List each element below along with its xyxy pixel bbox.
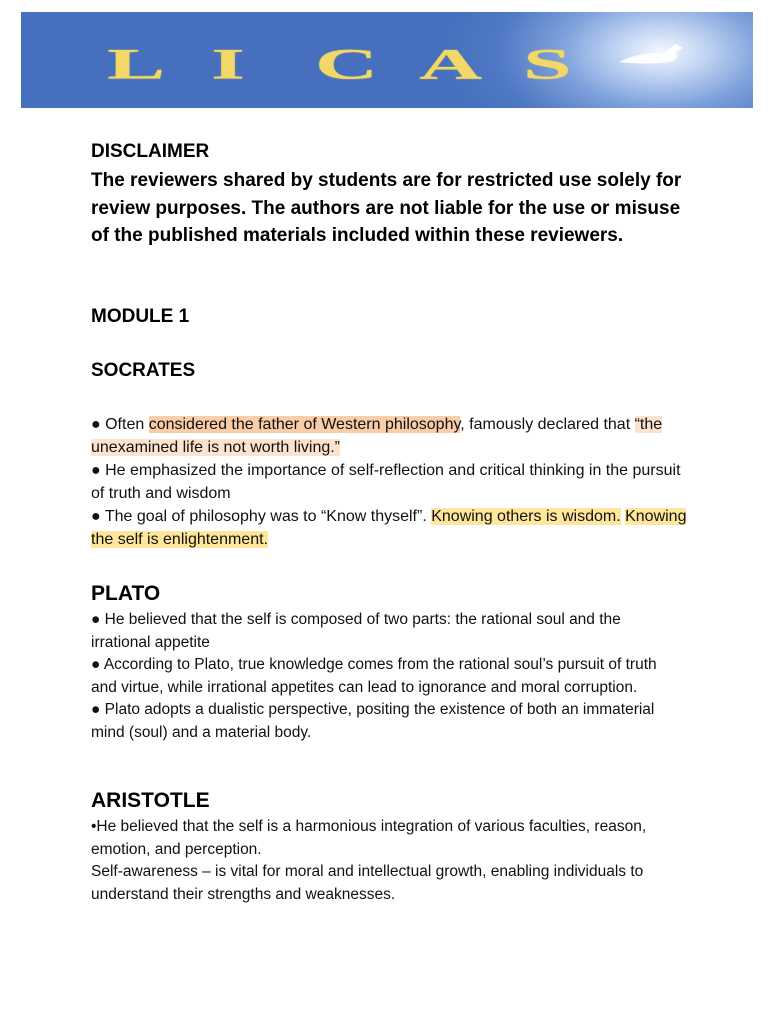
socrates-bullet-3 — [91, 505, 691, 551]
logo-letter: S — [523, 39, 572, 88]
logo-letter: L — [107, 39, 166, 88]
aristotle-bullet-2: Self-awareness – is vital for moral and intellectual growth, enabling individuals to understand their strengths and weaknesses. — [91, 863, 644, 903]
plato-bullet-3: ● Plato adopts a dualistic perspective, positing the existence of both an immaterial mind (soul) and a material body. — [91, 701, 655, 741]
socrates-bullet-1 — [91, 413, 691, 459]
logo-letter: I — [211, 39, 246, 88]
socrates-heading: SOCRATES — [91, 360, 196, 381]
text-run: , famously declared that — [460, 416, 635, 433]
aristotle-bullet-1: •He believed that the self is a harmonious integration of various faculties, reason, emotion, and perception. — [91, 818, 647, 858]
logo-letter: C — [315, 39, 379, 88]
plato-bullet-2: ● According to Plato, true knowledge comes from the rational soul’s pursuit of truth and virtue, while irrational appetites can lead to ignorance and moral corruption. — [91, 656, 657, 696]
highlight: Knowing the self is enlightenment. — [91, 508, 687, 548]
licas-logo — [107, 40, 627, 88]
module-title: MODULE 1 — [91, 306, 190, 327]
plato-bullet-1: ● He believed that the self is composed of two parts: the rational soul and the irrational appetite — [91, 611, 621, 651]
aristotle-bullets — [91, 816, 691, 906]
bird-icon — [617, 40, 687, 70]
text-run: ● The goal of philosophy was to “Know thyself”. — [91, 508, 432, 525]
highlight: considered the father of Western philosophy — [148, 416, 461, 433]
disclaimer-body: The reviewers shared by students are for restricted use solely for review purposes. The authors are not liable for the use or misuse of the published materials included within these reviewers. — [91, 170, 682, 246]
socrates-bullets — [91, 413, 691, 551]
highlight: Knowing others is wisdom. — [431, 508, 621, 525]
aristotle-heading: ARISTOTLE — [91, 789, 210, 812]
socrates-bullet-2: ● He emphasized the importance of self-reflection and critical thinking in the pursuit of truth and wisdom — [91, 462, 681, 502]
highlight: “the unexamined life is not worth living.” — [91, 416, 663, 456]
header-banner — [21, 12, 753, 108]
plato-bullets — [91, 609, 681, 744]
logo-letter: A — [419, 39, 483, 88]
text-run: ● Often — [91, 416, 149, 433]
plato-heading: PLATO — [91, 582, 161, 605]
disclaimer-title: DISCLAIMER — [91, 141, 210, 162]
disclaimer-section — [91, 140, 691, 250]
